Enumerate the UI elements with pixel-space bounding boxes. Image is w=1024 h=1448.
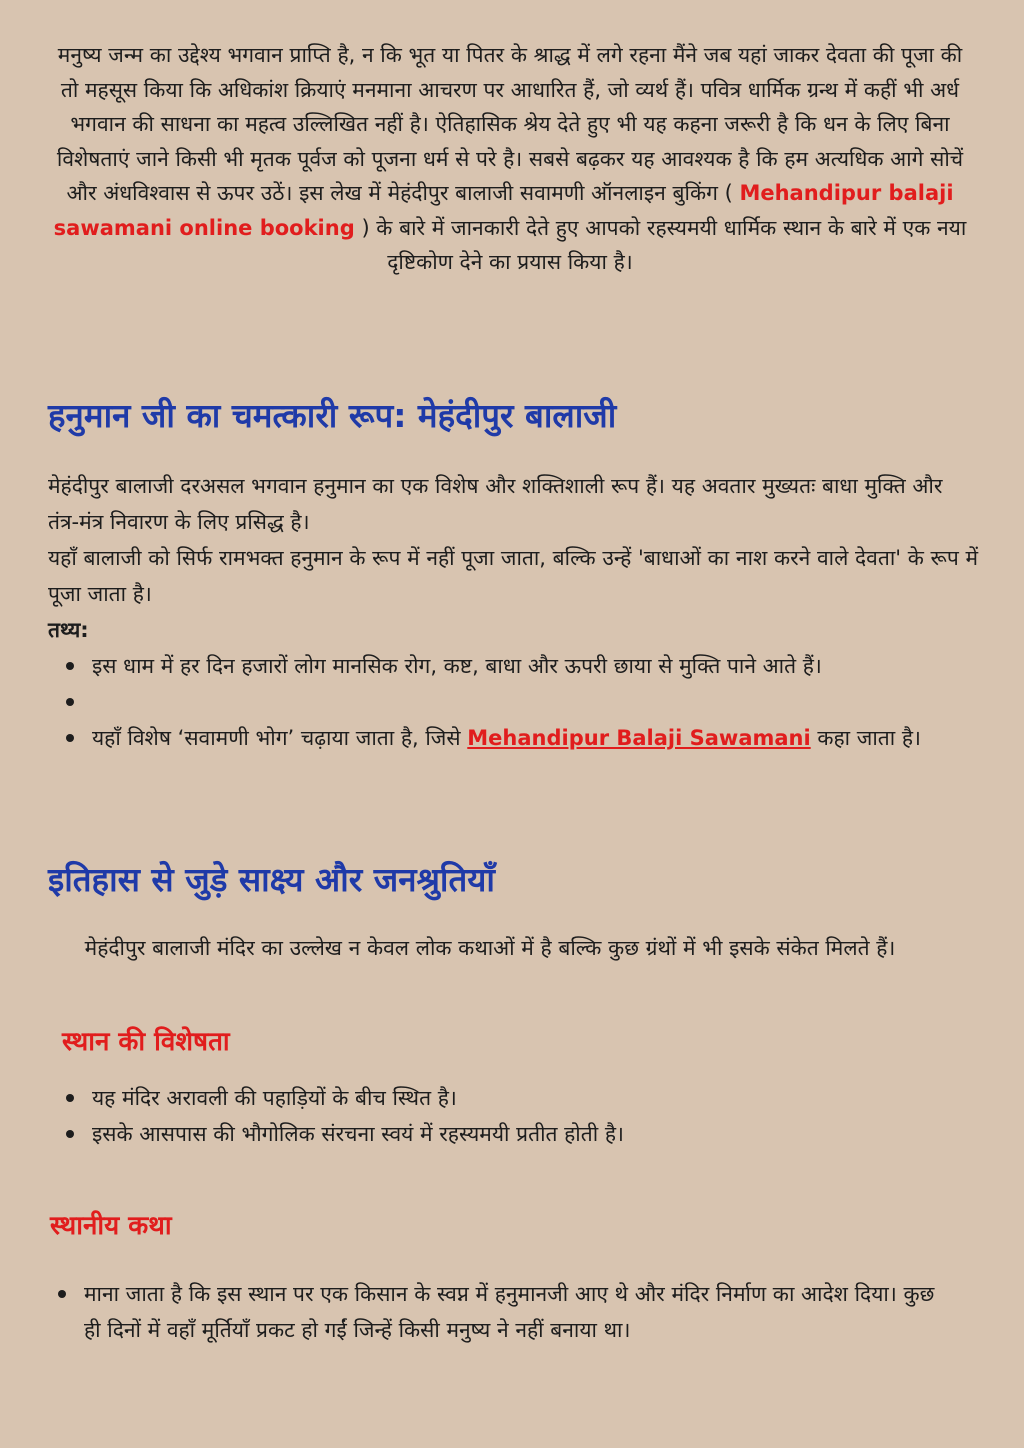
story-text-1: माना जाता है कि इस स्थान पर एक किसान के स्वप्न में हनुमानजी आए थे और मंदिर निर्माण का आदेश दिया। कुछ ही दिनों में वहाँ मूर्तियाँ प्रकट हो गईं जिन्हें किसी मनुष्य ने नहीं बनाया था। [84,1282,935,1342]
facts-list [48,648,978,756]
list-item [48,720,978,756]
fact-text-1: इस धाम में हर दिन हजारों लोग मानसिक रोग, कष्ट, बाधा और ऊपरी छाया से मुक्ति पाने आते हैं। [92,654,822,678]
section1-body [48,468,978,648]
sawamani-booking-link[interactable]: Mehandipur balaji sawamani online booking [53,181,954,240]
list-item [48,648,978,684]
intro-paragraph [50,38,970,280]
fact-text-3-start: यहाँ विशेष ‘सवामणी भोग’ चढ़ाया जाता है, जिसे [92,726,461,750]
fact-text-3-end: कहा जाता है। [817,726,921,750]
section2-paragraph: मेहंदीपुर बालाजी मंदिर का उल्लेख न केवल लोक कथाओं में है बल्कि कुछ ग्रंथों में भी इसके संकेत मिलते हैं। [84,936,896,960]
intro-text-end: ) के बारे में जानकारी देते हुए आपको रहस्यमयी धार्मिक स्थान के बारे में एक नया दृष्टिकोण देने का प्रयास किया है। [361,215,967,274]
section1-paragraph-2: यहाँ बालाजी को सिर्फ रामभक्त हनुमान के रूप में नहीं पूजा जाता, बल्कि उन्हें 'बाधाओं का नाश करने वाले देवता' के रूप में पूजा जाता है। [48,546,978,606]
place-text-1: यह मंदिर अरावली की पहाड़ियों के बीच स्थित है। [92,1086,457,1110]
section1-paragraph-1: मेहंदीपुर बालाजी दरअसल भगवान हनुमान का एक विशेष और शक्तिशाली रूप हैं। यह अवतार मुख्यतः बाधा मुक्ति और तंत्र-मंत्र निवारण के लिए प्रसिद्ध है। [48,474,943,534]
section-heading-local-story: स्थानीय कथा [50,1211,172,1241]
story-list [40,1276,940,1348]
list-item [40,1276,940,1348]
place-list [48,1080,978,1152]
section-heading-hanuman: हनुमान जी का चमत्कारी रूप: मेहंदीपुर बालाजी [48,396,617,435]
intro-text-start: मनुष्य जन्म का उद्देश्य भगवान प्राप्ति है, न कि भूत या पितर के श्राद्ध में लगे रहना मैंने जब यहां जाकर देवता की पूजा की तो महसूस किया कि अधिकांश क्रियाएं मनमाना आचरण पर आधारित हैं, जो व्यर्थ हैं। पवित्र धार्मिक ग्रन्थ में कहीं भी अर्ध भगवान की साधना का महत्व उल्लिखित नहीं है। ऐतिहासिक श्रेय देते हुए भी यह कहना जरूरी है कि धन के लिए बिना विशेषताएं जाने किसी भी मृतक पूर्वज को पूजना धर्म से परे है। सबसे बढ़कर यह आवश्यक है कि हम अत्यधिक आगे सोचें और अंधविश्वास से ऊपर उठें। इस लेख में मेहंदीपुर बालाजी सवामणी ऑनलाइन बुकिंग ( [56,43,964,205]
list-item [48,684,978,720]
list-item [48,1116,978,1152]
section-heading-history: इतिहास से जुड़े साक्ष्य और जनश्रुतियाँ [48,860,495,899]
section-heading-place: स्थान की विशेषता [62,1027,230,1057]
list-item [48,1080,978,1116]
place-text-2: इसके आसपास की भौगोलिक संरचना स्वयं में रहस्यमयी प्रतीत होती है। [92,1122,624,1146]
facts-label: तथ्य: [48,618,89,642]
sawamani-link[interactable]: Mehandipur Balaji Sawamani [467,726,811,750]
